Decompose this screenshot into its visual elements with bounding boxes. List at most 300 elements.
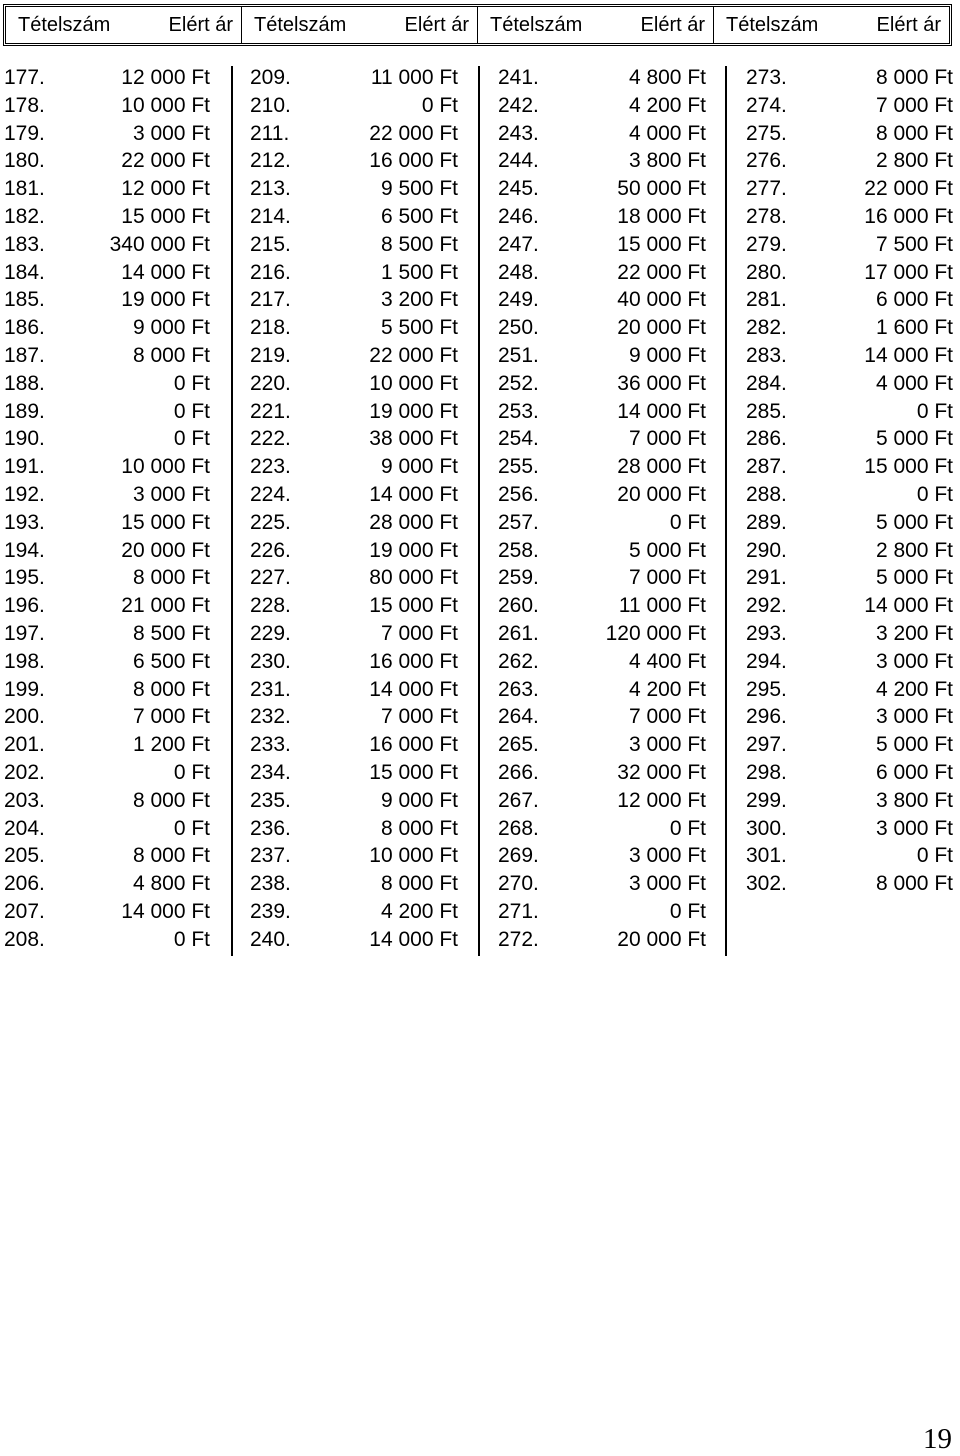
achieved-price: 22 000 Ft bbox=[369, 343, 458, 367]
achieved-price: 340 000 Ft bbox=[109, 232, 210, 256]
item-number: 205. bbox=[4, 844, 45, 868]
achieved-price: 5 000 Ft bbox=[875, 566, 953, 590]
achieved-price: 7 500 Ft bbox=[875, 232, 953, 256]
header-price-label: Elért ár bbox=[404, 13, 469, 36]
achieved-price: 3 000 Ft bbox=[628, 844, 706, 868]
achieved-price: 0 Ft bbox=[173, 816, 210, 840]
item-number: 225. bbox=[250, 510, 291, 534]
achieved-price: 7 000 Ft bbox=[875, 93, 953, 117]
achieved-price: 10 000 Ft bbox=[369, 844, 458, 868]
achieved-price: 0 Ft bbox=[173, 927, 210, 951]
item-number: 297. bbox=[746, 733, 787, 757]
table-row bbox=[498, 703, 706, 731]
item-number: 191. bbox=[4, 455, 45, 479]
achieved-price: 8 000 Ft bbox=[132, 566, 210, 590]
item-number: 275. bbox=[746, 121, 787, 145]
achieved-price: 20 000 Ft bbox=[617, 316, 706, 340]
table-row bbox=[4, 342, 210, 370]
table-row bbox=[250, 564, 458, 592]
item-number: 177. bbox=[4, 66, 45, 89]
item-number: 219. bbox=[250, 343, 291, 367]
table-row bbox=[746, 342, 953, 370]
table-row bbox=[250, 620, 458, 648]
achieved-price: 4 200 Ft bbox=[875, 677, 953, 701]
achieved-price: 18 000 Ft bbox=[617, 204, 706, 228]
table-row bbox=[4, 842, 210, 870]
table-row bbox=[746, 842, 953, 870]
item-number: 193. bbox=[4, 510, 45, 534]
table-row bbox=[498, 147, 706, 175]
table-row bbox=[4, 703, 210, 731]
table-row bbox=[4, 620, 210, 648]
item-number: 285. bbox=[746, 399, 787, 423]
table-row bbox=[250, 759, 458, 787]
table-row bbox=[746, 759, 953, 787]
table-row bbox=[4, 425, 210, 453]
achieved-price: 0 Ft bbox=[916, 844, 953, 868]
achieved-price: 3 800 Ft bbox=[628, 149, 706, 173]
achieved-price: 14 000 Ft bbox=[369, 927, 458, 951]
achieved-price: 8 000 Ft bbox=[132, 844, 210, 868]
achieved-price: 22 000 Ft bbox=[617, 260, 706, 284]
item-number: 276. bbox=[746, 149, 787, 173]
item-number: 192. bbox=[4, 482, 45, 506]
item-number: 254. bbox=[498, 427, 539, 451]
table-row bbox=[498, 815, 706, 843]
table-row bbox=[746, 203, 953, 231]
achieved-price: 4 800 Ft bbox=[132, 872, 210, 896]
item-number: 208. bbox=[4, 927, 45, 951]
table-row bbox=[498, 314, 706, 342]
item-number: 221. bbox=[250, 399, 291, 423]
item-number: 232. bbox=[250, 705, 291, 729]
achieved-price: 19 000 Ft bbox=[369, 538, 458, 562]
table-row bbox=[250, 370, 458, 398]
achieved-price: 12 000 Ft bbox=[121, 66, 210, 89]
achieved-price: 15 000 Ft bbox=[369, 760, 458, 784]
table-row bbox=[250, 842, 458, 870]
item-number: 239. bbox=[250, 899, 291, 923]
table-row bbox=[4, 564, 210, 592]
item-number: 301. bbox=[746, 844, 787, 868]
table-row bbox=[250, 92, 458, 120]
achieved-price: 15 000 Ft bbox=[864, 455, 953, 479]
table-row bbox=[4, 147, 210, 175]
achieved-price: 0 Ft bbox=[421, 93, 458, 117]
item-number: 255. bbox=[498, 455, 539, 479]
table-row bbox=[746, 398, 953, 426]
item-number: 185. bbox=[4, 288, 45, 312]
table-row bbox=[746, 286, 953, 314]
achieved-price: 38 000 Ft bbox=[369, 427, 458, 451]
item-number: 233. bbox=[250, 733, 291, 757]
achieved-price: 9 000 Ft bbox=[132, 316, 210, 340]
table-row bbox=[498, 120, 706, 148]
achieved-price: 28 000 Ft bbox=[617, 455, 706, 479]
achieved-price: 21 000 Ft bbox=[121, 594, 210, 618]
item-number: 238. bbox=[250, 872, 291, 896]
achieved-price: 8 500 Ft bbox=[132, 621, 210, 645]
achieved-price: 3 000 Ft bbox=[875, 705, 953, 729]
achieved-price: 6 000 Ft bbox=[875, 760, 953, 784]
table-row bbox=[250, 703, 458, 731]
table-row bbox=[498, 64, 706, 92]
item-number: 201. bbox=[4, 733, 45, 757]
item-number: 270. bbox=[498, 872, 539, 896]
item-number: 293. bbox=[746, 621, 787, 645]
header-group-4 bbox=[713, 7, 949, 43]
achieved-price: 2 800 Ft bbox=[875, 538, 953, 562]
item-number: 203. bbox=[4, 788, 45, 812]
achieved-price: 8 000 Ft bbox=[875, 121, 953, 145]
item-number: 246. bbox=[498, 204, 539, 228]
item-number: 200. bbox=[4, 705, 45, 729]
table-row bbox=[746, 592, 953, 620]
item-number: 267. bbox=[498, 788, 539, 812]
achieved-price: 8 000 Ft bbox=[380, 872, 458, 896]
item-number: 207. bbox=[4, 899, 45, 923]
price-column-2 bbox=[250, 64, 458, 954]
table-row bbox=[746, 870, 953, 898]
achieved-price: 0 Ft bbox=[173, 427, 210, 451]
achieved-price: 3 000 Ft bbox=[628, 733, 706, 757]
table-row bbox=[250, 231, 458, 259]
table-row bbox=[250, 731, 458, 759]
item-number: 245. bbox=[498, 177, 539, 201]
achieved-price: 40 000 Ft bbox=[617, 288, 706, 312]
achieved-price: 15 000 Ft bbox=[121, 510, 210, 534]
achieved-price: 0 Ft bbox=[669, 816, 706, 840]
table-row bbox=[250, 175, 458, 203]
item-number: 258. bbox=[498, 538, 539, 562]
item-number: 291. bbox=[746, 566, 787, 590]
achieved-price: 14 000 Ft bbox=[864, 594, 953, 618]
table-row bbox=[498, 342, 706, 370]
item-number: 243. bbox=[498, 121, 539, 145]
table-row bbox=[250, 926, 458, 954]
item-number: 284. bbox=[746, 371, 787, 395]
item-number: 228. bbox=[250, 594, 291, 618]
table-row bbox=[4, 203, 210, 231]
table-row bbox=[250, 147, 458, 175]
achieved-price: 10 000 Ft bbox=[369, 371, 458, 395]
achieved-price: 7 000 Ft bbox=[628, 566, 706, 590]
achieved-price: 20 000 Ft bbox=[617, 927, 706, 951]
item-number: 184. bbox=[4, 260, 45, 284]
table-row bbox=[4, 509, 210, 537]
table-row bbox=[250, 870, 458, 898]
item-number: 198. bbox=[4, 649, 45, 673]
header-price-label: Elért ár bbox=[640, 13, 705, 36]
table-row bbox=[250, 259, 458, 287]
item-number: 186. bbox=[4, 316, 45, 340]
table-row bbox=[4, 481, 210, 509]
table-row bbox=[4, 398, 210, 426]
table-row bbox=[746, 676, 953, 704]
table-row bbox=[4, 592, 210, 620]
item-number: 215. bbox=[250, 232, 291, 256]
item-number: 204. bbox=[4, 816, 45, 840]
achieved-price: 5 000 Ft bbox=[875, 427, 953, 451]
item-number: 235. bbox=[250, 788, 291, 812]
table-row bbox=[4, 648, 210, 676]
item-number: 189. bbox=[4, 399, 45, 423]
table-row bbox=[746, 453, 953, 481]
table-row bbox=[250, 342, 458, 370]
item-number: 263. bbox=[498, 677, 539, 701]
item-number: 211. bbox=[250, 121, 290, 145]
table-row bbox=[4, 231, 210, 259]
table-row bbox=[746, 703, 953, 731]
table-row bbox=[4, 92, 210, 120]
item-number: 264. bbox=[498, 705, 539, 729]
item-number: 279. bbox=[746, 232, 787, 256]
achieved-price: 4 200 Ft bbox=[628, 677, 706, 701]
table-row bbox=[498, 175, 706, 203]
table-row bbox=[746, 787, 953, 815]
table-row bbox=[498, 676, 706, 704]
achieved-price: 19 000 Ft bbox=[369, 399, 458, 423]
achieved-price: 9 000 Ft bbox=[380, 788, 458, 812]
achieved-price: 120 000 Ft bbox=[605, 621, 706, 645]
table-row bbox=[4, 898, 210, 926]
table-row bbox=[498, 870, 706, 898]
achieved-price: 10 000 Ft bbox=[121, 93, 210, 117]
item-number: 272. bbox=[498, 927, 539, 951]
achieved-price: 5 500 Ft bbox=[380, 316, 458, 340]
table-row bbox=[4, 759, 210, 787]
column-divider bbox=[478, 66, 480, 956]
achieved-price: 28 000 Ft bbox=[369, 510, 458, 534]
achieved-price: 3 000 Ft bbox=[628, 872, 706, 896]
table-row bbox=[4, 453, 210, 481]
table-row bbox=[4, 926, 210, 954]
achieved-price: 15 000 Ft bbox=[617, 232, 706, 256]
table-row bbox=[4, 676, 210, 704]
achieved-price: 4 000 Ft bbox=[628, 121, 706, 145]
item-number: 252. bbox=[498, 371, 539, 395]
table-row bbox=[746, 92, 953, 120]
item-number: 188. bbox=[4, 371, 45, 395]
table-row bbox=[498, 398, 706, 426]
table-row bbox=[498, 92, 706, 120]
item-number: 259. bbox=[498, 566, 539, 590]
item-number: 274. bbox=[746, 93, 787, 117]
achieved-price: 11 000 Ft bbox=[618, 594, 706, 618]
achieved-price: 4 200 Ft bbox=[628, 93, 706, 117]
table-row bbox=[498, 648, 706, 676]
table-row bbox=[4, 286, 210, 314]
achieved-price: 14 000 Ft bbox=[617, 399, 706, 423]
header-item-label: Tételszám bbox=[18, 13, 111, 36]
table-row bbox=[498, 286, 706, 314]
item-number: 183. bbox=[4, 232, 45, 256]
item-number: 195. bbox=[4, 566, 45, 590]
item-number: 220. bbox=[250, 371, 291, 395]
achieved-price: 8 000 Ft bbox=[132, 677, 210, 701]
table-row bbox=[4, 787, 210, 815]
achieved-price: 16 000 Ft bbox=[369, 149, 458, 173]
item-number: 224. bbox=[250, 482, 291, 506]
item-number: 236. bbox=[250, 816, 291, 840]
item-number: 269. bbox=[498, 844, 539, 868]
item-number: 234. bbox=[250, 760, 291, 784]
item-number: 223. bbox=[250, 455, 291, 479]
column-divider bbox=[725, 66, 727, 956]
achieved-price: 12 000 Ft bbox=[617, 788, 706, 812]
item-number: 266. bbox=[498, 760, 539, 784]
item-number: 288. bbox=[746, 482, 787, 506]
achieved-price: 19 000 Ft bbox=[121, 288, 210, 312]
table-row bbox=[498, 620, 706, 648]
item-number: 278. bbox=[746, 204, 787, 228]
header-group-1 bbox=[6, 7, 241, 43]
achieved-price: 0 Ft bbox=[173, 399, 210, 423]
table-row bbox=[250, 537, 458, 565]
table-row bbox=[746, 314, 953, 342]
item-number: 286. bbox=[746, 427, 787, 451]
achieved-price: 3 000 Ft bbox=[132, 482, 210, 506]
achieved-price: 5 000 Ft bbox=[628, 538, 706, 562]
item-number: 289. bbox=[746, 510, 787, 534]
achieved-price: 3 000 Ft bbox=[875, 816, 953, 840]
achieved-price: 80 000 Ft bbox=[369, 566, 458, 590]
item-number: 222. bbox=[250, 427, 291, 451]
column-divider bbox=[231, 66, 233, 956]
achieved-price: 4 800 Ft bbox=[628, 66, 706, 89]
item-number: 268. bbox=[498, 816, 539, 840]
item-number: 283. bbox=[746, 343, 787, 367]
achieved-price: 22 000 Ft bbox=[121, 149, 210, 173]
item-number: 300. bbox=[746, 816, 787, 840]
achieved-price: 14 000 Ft bbox=[369, 482, 458, 506]
item-number: 262. bbox=[498, 649, 539, 673]
item-number: 210. bbox=[250, 93, 291, 117]
item-number: 212. bbox=[250, 149, 291, 173]
achieved-price: 5 000 Ft bbox=[875, 733, 953, 757]
table-row bbox=[498, 926, 706, 954]
header-item-label: Tételszám bbox=[490, 13, 583, 36]
achieved-price: 0 Ft bbox=[669, 510, 706, 534]
item-number: 250. bbox=[498, 316, 539, 340]
item-number: 196. bbox=[4, 594, 45, 618]
achieved-price: 8 000 Ft bbox=[875, 872, 953, 896]
item-number: 296. bbox=[746, 705, 787, 729]
header-item-label: Tételszám bbox=[726, 13, 819, 36]
achieved-price: 8 000 Ft bbox=[132, 343, 210, 367]
item-number: 257. bbox=[498, 510, 539, 534]
table-row bbox=[746, 648, 953, 676]
item-number: 226. bbox=[250, 538, 291, 562]
table-row bbox=[498, 731, 706, 759]
item-number: 273. bbox=[746, 66, 787, 89]
table-row bbox=[498, 564, 706, 592]
table-row bbox=[498, 842, 706, 870]
achieved-price: 3 800 Ft bbox=[875, 788, 953, 812]
table-row bbox=[498, 787, 706, 815]
item-number: 247. bbox=[498, 232, 539, 256]
table-row bbox=[250, 815, 458, 843]
item-number: 271. bbox=[498, 899, 539, 923]
table-row bbox=[498, 203, 706, 231]
table-row bbox=[250, 120, 458, 148]
achieved-price: 0 Ft bbox=[173, 760, 210, 784]
achieved-price: 11 000 Ft bbox=[370, 66, 458, 89]
item-number: 280. bbox=[746, 260, 787, 284]
table-row bbox=[746, 509, 953, 537]
item-number: 213. bbox=[250, 177, 291, 201]
item-number: 281. bbox=[746, 288, 787, 312]
achieved-price: 3 200 Ft bbox=[380, 288, 458, 312]
achieved-price: 36 000 Ft bbox=[617, 371, 706, 395]
achieved-price: 14 000 Ft bbox=[369, 677, 458, 701]
achieved-price: 7 000 Ft bbox=[132, 705, 210, 729]
header-group-2 bbox=[241, 7, 477, 43]
item-number: 265. bbox=[498, 733, 539, 757]
table-row bbox=[250, 286, 458, 314]
achieved-price: 8 500 Ft bbox=[380, 232, 458, 256]
table-row bbox=[746, 731, 953, 759]
table-row bbox=[746, 175, 953, 203]
achieved-price: 7 000 Ft bbox=[380, 705, 458, 729]
item-number: 242. bbox=[498, 93, 539, 117]
table-row bbox=[498, 481, 706, 509]
item-number: 214. bbox=[250, 204, 291, 228]
table-row bbox=[746, 815, 953, 843]
table-row bbox=[498, 898, 706, 926]
table-row bbox=[746, 481, 953, 509]
table-row bbox=[746, 425, 953, 453]
achieved-price: 9 500 Ft bbox=[380, 177, 458, 201]
achieved-price: 8 000 Ft bbox=[132, 788, 210, 812]
achieved-price: 20 000 Ft bbox=[121, 538, 210, 562]
table-row bbox=[4, 120, 210, 148]
achieved-price: 9 000 Ft bbox=[380, 455, 458, 479]
table-row bbox=[250, 398, 458, 426]
achieved-price: 2 800 Ft bbox=[875, 149, 953, 173]
achieved-price: 32 000 Ft bbox=[617, 760, 706, 784]
item-number: 292. bbox=[746, 594, 787, 618]
item-number: 229. bbox=[250, 621, 291, 645]
item-number: 299. bbox=[746, 788, 787, 812]
item-number: 248. bbox=[498, 260, 539, 284]
achieved-price: 3 000 Ft bbox=[875, 649, 953, 673]
achieved-price: 1 200 Ft bbox=[132, 733, 210, 757]
table-row bbox=[498, 453, 706, 481]
price-column-1 bbox=[4, 64, 210, 954]
item-number: 179. bbox=[4, 121, 45, 145]
achieved-price: 0 Ft bbox=[669, 899, 706, 923]
achieved-price: 4 000 Ft bbox=[875, 371, 953, 395]
item-number: 241. bbox=[498, 66, 539, 89]
achieved-price: 6 500 Ft bbox=[132, 649, 210, 673]
achieved-price: 0 Ft bbox=[916, 399, 953, 423]
item-number: 244. bbox=[498, 149, 539, 173]
table-row bbox=[250, 425, 458, 453]
table-row bbox=[250, 481, 458, 509]
item-number: 256. bbox=[498, 482, 539, 506]
item-number: 182. bbox=[4, 204, 45, 228]
item-number: 302. bbox=[746, 872, 787, 896]
achieved-price: 3 000 Ft bbox=[132, 121, 210, 145]
achieved-price: 16 000 Ft bbox=[369, 649, 458, 673]
table-row bbox=[746, 537, 953, 565]
item-number: 251. bbox=[498, 343, 539, 367]
table-row bbox=[250, 509, 458, 537]
table-row bbox=[746, 564, 953, 592]
achieved-price: 20 000 Ft bbox=[617, 482, 706, 506]
item-number: 290. bbox=[746, 538, 787, 562]
